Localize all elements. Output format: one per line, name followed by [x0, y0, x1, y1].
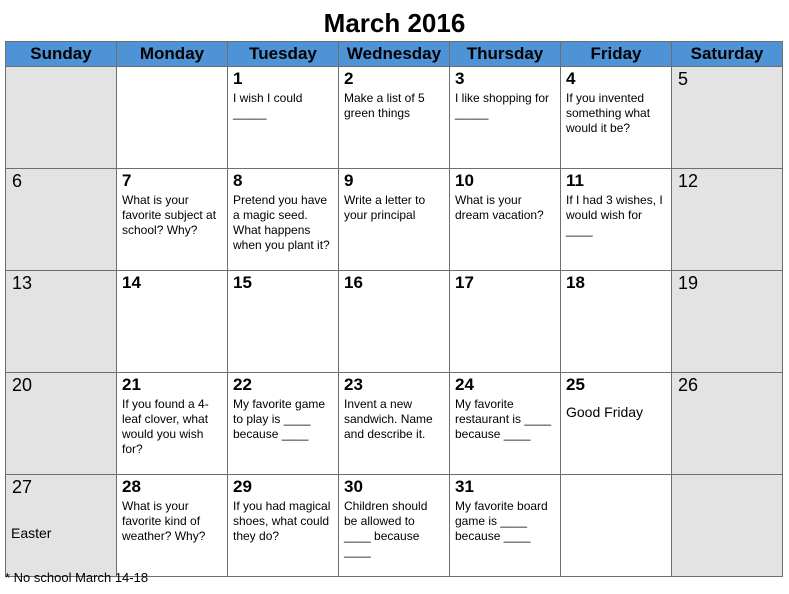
week-row: [6, 169, 783, 271]
day-cell: [339, 373, 450, 475]
day-cell-content: [6, 67, 116, 68]
day-number: 14: [122, 273, 141, 292]
day-number: 23: [344, 375, 363, 394]
day-cell-content: [450, 373, 560, 442]
week-row: [6, 373, 783, 475]
day-prompt: If I had 3 wishes, I would wish for ____: [566, 193, 663, 237]
day-prompt: Pretend you have a magic seed. What happens when you plant it?: [233, 193, 330, 252]
day-cell-content: [6, 271, 116, 294]
day-cell: [339, 67, 450, 169]
day-cell: [228, 67, 339, 169]
day-cell-content: [228, 475, 338, 544]
day-cell: [228, 475, 339, 577]
day-number: 16: [344, 273, 363, 292]
header-friday: Friday: [561, 42, 672, 67]
day-cell-content: [561, 67, 671, 136]
day-number: 17: [455, 273, 474, 292]
header-monday: Monday: [117, 42, 228, 67]
day-number: 18: [566, 273, 585, 292]
day-number: 31: [455, 477, 474, 496]
day-number: 1: [233, 69, 243, 88]
day-prompt: If you invented something what would it be?: [566, 91, 651, 135]
day-number: 30: [344, 477, 363, 496]
day-cell-content: [672, 373, 782, 396]
day-cell-content: [561, 475, 671, 476]
day-number: 12: [678, 171, 699, 191]
day-cell-content: [117, 373, 227, 457]
header-sunday: Sunday: [6, 42, 117, 67]
calendar-title: March 2016: [323, 8, 466, 38]
day-cell-content: [672, 169, 782, 192]
day-number: 3: [455, 69, 465, 88]
day-cell-content: [228, 67, 338, 121]
day-cell-content: [117, 475, 227, 544]
day-number: 5: [678, 69, 689, 89]
day-number: 7: [122, 171, 132, 190]
day-number: 24: [455, 375, 474, 394]
day-cell: [228, 169, 339, 271]
day-prompt: Invent a new sandwich. Name and describe it.: [344, 397, 433, 441]
day-cell: [561, 67, 672, 169]
day-cell: [450, 169, 561, 271]
day-prompt: My favorite restaurant is ____ because ____: [455, 397, 552, 441]
day-cell-content: [228, 271, 338, 294]
day-cell: [228, 373, 339, 475]
day-prompt: What is your favorite subject at school? Why?: [122, 193, 217, 237]
day-cell-content: [561, 271, 671, 294]
day-prompt: If you had magical shoes, what could they do?: [233, 499, 331, 543]
day-cell: [339, 271, 450, 373]
day-cell: [450, 271, 561, 373]
day-prompt: Write a letter to your principal: [344, 193, 426, 222]
day-cell: [6, 271, 117, 373]
day-cell-content: [561, 373, 671, 421]
day-cell: [117, 67, 228, 169]
day-cell-content: [339, 475, 449, 559]
day-prompt: I like shopping for _____: [455, 91, 550, 120]
day-prompt: I wish I could _____: [233, 91, 303, 120]
calendar-grid: [5, 41, 783, 577]
day-prompt: What is your favorite kind of weather? Why?: [122, 499, 206, 543]
day-number: 21: [122, 375, 141, 394]
day-number: 2: [344, 69, 354, 88]
header-wednesday: Wednesday: [339, 42, 450, 67]
day-cell: [6, 67, 117, 169]
day-cell: [450, 373, 561, 475]
day-number: 19: [678, 273, 699, 293]
day-cell-content: [228, 169, 338, 253]
day-cell-content: [117, 67, 227, 68]
day-number: 9: [344, 171, 354, 190]
day-cell-content: [672, 271, 782, 294]
day-prompt: Children should be allowed to ____ because ____: [344, 499, 428, 558]
day-cell: [561, 475, 672, 577]
footnote: * No school March 14-18: [5, 570, 149, 585]
header-tuesday: Tuesday: [228, 42, 339, 67]
day-number: 13: [12, 273, 33, 293]
day-cell-content: [339, 271, 449, 294]
day-cell: [117, 271, 228, 373]
day-cell-content: [450, 169, 560, 223]
day-cell: [6, 373, 117, 475]
day-number: 28: [122, 477, 141, 496]
day-cell-content: [450, 271, 560, 294]
day-prompt: Make a list of 5 green things: [344, 91, 425, 120]
day-cell-content: [672, 67, 782, 90]
weekday-header-row: [6, 42, 783, 67]
day-cell: [6, 169, 117, 271]
day-cell: [561, 169, 672, 271]
day-number: 15: [233, 273, 252, 292]
day-cell-content: [450, 475, 560, 544]
day-cell-content: [228, 373, 338, 442]
day-cell-content: [561, 169, 671, 238]
day-cell-content: [672, 475, 782, 476]
day-cell: [672, 475, 783, 577]
day-cell-content: [6, 373, 116, 396]
day-cell: [672, 271, 783, 373]
day-cell: [228, 271, 339, 373]
day-cell: [339, 475, 450, 577]
day-cell: [450, 475, 561, 577]
day-number: 11: [566, 171, 584, 190]
day-cell-content: [339, 373, 449, 442]
week-row: [6, 475, 783, 577]
day-number: 22: [233, 375, 252, 394]
day-cell: [561, 271, 672, 373]
day-prompt: Easter: [11, 525, 52, 541]
header-saturday: Saturday: [672, 42, 783, 67]
day-prompt: My favorite board game is ____ because ____: [455, 499, 548, 543]
day-prompt: What is your dream vacation?: [455, 193, 544, 222]
day-cell-content: [6, 475, 116, 542]
day-cell: [450, 67, 561, 169]
week-row: [6, 271, 783, 373]
day-number: 4: [566, 69, 576, 88]
day-cell: [561, 373, 672, 475]
day-number: 26: [678, 375, 699, 395]
day-cell: [6, 475, 117, 577]
day-cell: [117, 169, 228, 271]
header-thursday: Thursday: [450, 42, 561, 67]
day-number: 27: [12, 477, 33, 497]
day-cell-content: [450, 67, 560, 121]
day-cell-content: [117, 271, 227, 294]
day-number: 10: [455, 171, 474, 190]
day-cell-content: [339, 169, 449, 223]
day-cell: [672, 67, 783, 169]
day-cell: [117, 475, 228, 577]
week-row: [6, 67, 783, 169]
day-cell-content: [117, 169, 227, 238]
day-number: 29: [233, 477, 252, 496]
day-number: 6: [12, 171, 23, 191]
day-cell: [339, 169, 450, 271]
day-cell: [117, 373, 228, 475]
day-prompt: Good Friday: [566, 404, 644, 420]
day-number: 8: [233, 171, 243, 190]
day-cell: [672, 373, 783, 475]
day-prompt: My favorite game to play is ____ because ____: [233, 397, 326, 441]
day-cell-content: [339, 67, 449, 121]
day-number: 25: [566, 375, 585, 394]
day-cell: [672, 169, 783, 271]
day-number: 20: [12, 375, 33, 395]
day-cell-content: [6, 169, 116, 192]
day-prompt: If you found a 4-leaf clover, what would you wish for?: [122, 397, 209, 456]
